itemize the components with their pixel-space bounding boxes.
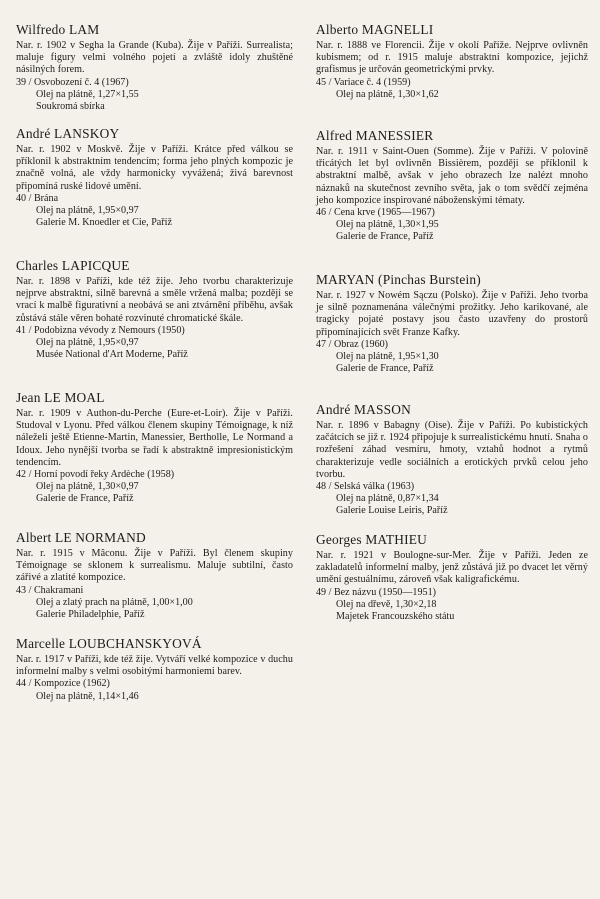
artist-entry-mathieu (316, 532, 588, 623)
work-medium: Olej na dřevě, 1,30×2,18 (336, 598, 437, 610)
artist-entry-masson (316, 402, 588, 518)
work-title: 39 / Osvobození č. 4 (1967) (16, 76, 129, 88)
artist-bio: Nar. r. 1911 v Saint-Ouen (Somme). Žije v Paříži. V polovině třicátých let byl ovlivněn Bissièrem, později se příklonil k abstraktní malbě, avšak v jeho obrazech lze nalézt mnoho náznaků na skutečnost zevního světa, jak o tom svědčí zejména jeho kompozice inspirované náboženskými tématy. (316, 146, 588, 206)
work-medium: Olej na plátně, 1,30×1,62 (336, 88, 439, 100)
work-collection: Galerie de France, Paříž (36, 493, 134, 505)
artist-name: MARYAN (Pinchas Burstein) (316, 272, 481, 287)
artist-entry-loubchanskyova (16, 636, 293, 703)
artist-bio: Nar. r. 1898 v Paříži, kde též žije. Jeho tvorbu charakterizuje nejprve abstraktní, silně barevná a směle vržená malba; později se vrací k malbě figurativní a neobává se ani ztvárnění příběhu, avšak zůstává stále věren bohaté rozvinuté chromatické škále. (16, 276, 293, 324)
artist-entry-lapicque (16, 258, 293, 361)
artist-name: Wilfredo LAM (16, 22, 100, 37)
artist-entry-magnelli (316, 22, 588, 101)
artist-bio: Nar. r. 1896 v Babagny (Oise). Žije v Paříži. Po kubistických začátcích se již r. 1924 připojuje k surrealistickému hnutí. Snaha o rozřešení záhad vesmíru, hmoty, vztahů hodnot a rytmů charakterizuje vedle sociálních a erotických prvků celou jeho tvorbu. (316, 420, 588, 480)
work-title: 46 / Cena krve (1965—1967) (316, 207, 435, 219)
work-medium: Olej na plátně, 1,27×1,55 (36, 88, 139, 100)
work-title: 49 / Bez názvu (1950—1951) (316, 586, 436, 598)
artist-name: André MASSON (316, 402, 412, 417)
work-title: 45 / Variace č. 4 (1959) (316, 76, 411, 88)
work-medium: Olej na plátně, 1,30×1,95 (336, 219, 439, 231)
artist-name: Georges MATHIEU (316, 532, 427, 547)
artist-entry-maryan (316, 272, 588, 375)
work-title: 47 / Obraz (1960) (316, 338, 389, 350)
artist-name: André LANSKOY (16, 126, 120, 141)
work-collection: Majetek Francouzského státu (336, 611, 455, 623)
work-collection: Soukromá sbírka (36, 101, 105, 113)
work-medium: Olej na plátně, 1,95×1,30 (336, 351, 439, 363)
artist-name: Albert LE NORMAND (16, 530, 146, 545)
artist-bio: Nar. r. 1915 v Mâconu. Žije v Paříži. Byl členem skupiny Témoignage se sklonem k surrealismu. Maluje subtilní, často zářivé a zlatité kompozice. (16, 548, 293, 584)
artist-bio: Nar. r. 1902 v Moskvě. Žije v Paříži. Krátce před válkou se příklonil k abstraktním tendencím; forma jeho plných kompozic je značně volná, ale vždy harmonicky vyvážená; živá barevnost připomíná ruské lidové umění. (16, 144, 293, 192)
work-title: 40 / Brána (16, 192, 59, 204)
work-title: 41 / Podobizna vévody z Nemours (1950) (16, 324, 185, 336)
work-collection: Galerie M. Knoedler et Cie, Paříž (36, 217, 172, 229)
artist-entry-lanskoy (16, 126, 293, 229)
artist-name: Marcelle LOUBCHANSKYOVÁ (16, 636, 202, 651)
artist-bio: Nar. r. 1888 ve Florencii. Žije v okolí Paříže. Nejprve ovlivněn kubismem; od r. 1915 maluje abstraktní kompozice, jejichž grafismus je určován geometrickými prvky. (316, 40, 588, 76)
work-collection: Musée National d'Art Moderne, Paříž (36, 349, 188, 361)
work-medium: Olej a zlatý prach na plátně, 1,00×1,00 (36, 596, 193, 608)
artist-name: Charles LAPICQUE (16, 258, 130, 273)
artist-name: Jean LE MOAL (16, 390, 105, 405)
artist-name: Alfred MANESSIER (316, 128, 434, 143)
work-medium: Olej na plátně, 1,14×1,46 (36, 690, 139, 702)
work-medium: Olej na plátně, 1,30×0,97 (36, 481, 139, 493)
artist-bio: Nar. r. 1917 v Paříži, kde též žije. Vytváří velké kompozice v duchu informelní malby s velmi osobitými harmoniemi barev. (16, 654, 293, 678)
work-title: 43 / Chakramani (16, 584, 84, 596)
artist-bio: Nar. r. 1921 v Boulogne-sur-Mer. Žije v Paříži. Jeden ze zakladatelů informelní malby, jenž zůstává již po dvacet let věrný umění gestuálnímu, zároveň však kaligrafickému. (316, 550, 588, 586)
work-collection: Galerie Philadelphie, Paříž (36, 609, 145, 621)
artist-bio: Nar. r. 1909 v Authon-du-Perche (Eure-et-Loir). Žije v Paříži. Studoval v Lyonu. Před válkou členem skupiny Témoignage, k níž náleželi ještě Etienne-Martin, Manessier, Bertholle, Le Normand a Idoux. Jeho nynější tvorba se řadí k abstraktně impresionistickým tendencím. (16, 408, 293, 468)
artist-entry-manessier (316, 128, 588, 244)
work-title: 48 / Selská válka (1963) (316, 481, 415, 493)
work-medium: Olej na plátně, 1,95×0,97 (36, 337, 139, 349)
work-collection: Galerie de France, Paříž (336, 231, 434, 243)
work-collection: Galerie Louise Leiris, Paříž (336, 505, 448, 517)
artist-bio: Nar. r. 1927 v Nowém Sączu (Polsko). Žije v Paříži. Jeho tvorba je silně poznamenána válečnými prožitky. Jeho karikované, ale tragicky pojaté postavy jsou často uzavřeny do prostorů připomínajících svět Franze Kafky. (316, 290, 588, 338)
work-medium: Olej na plátně, 0,87×1,34 (336, 493, 439, 505)
artist-name: Alberto MAGNELLI (316, 22, 434, 37)
artist-entry-lam (16, 22, 293, 113)
work-medium: Olej na plátně, 1,95×0,97 (36, 205, 139, 217)
work-title: 42 / Horní povodí řeky Ardèche (1958) (16, 469, 175, 481)
artist-bio: Nar. r. 1902 v Segha la Grande (Kuba). Žije v Paříži. Surrealista; maluje figury velmi volného pojetí a zvláště idoly zhuštěné násilných forem. (16, 40, 293, 76)
work-collection: Galerie de France, Paříž (336, 363, 434, 375)
artist-entry-le-normand (16, 530, 293, 621)
work-title: 44 / Kompozice (1962) (16, 678, 110, 690)
artist-entry-le-moal (16, 390, 293, 506)
